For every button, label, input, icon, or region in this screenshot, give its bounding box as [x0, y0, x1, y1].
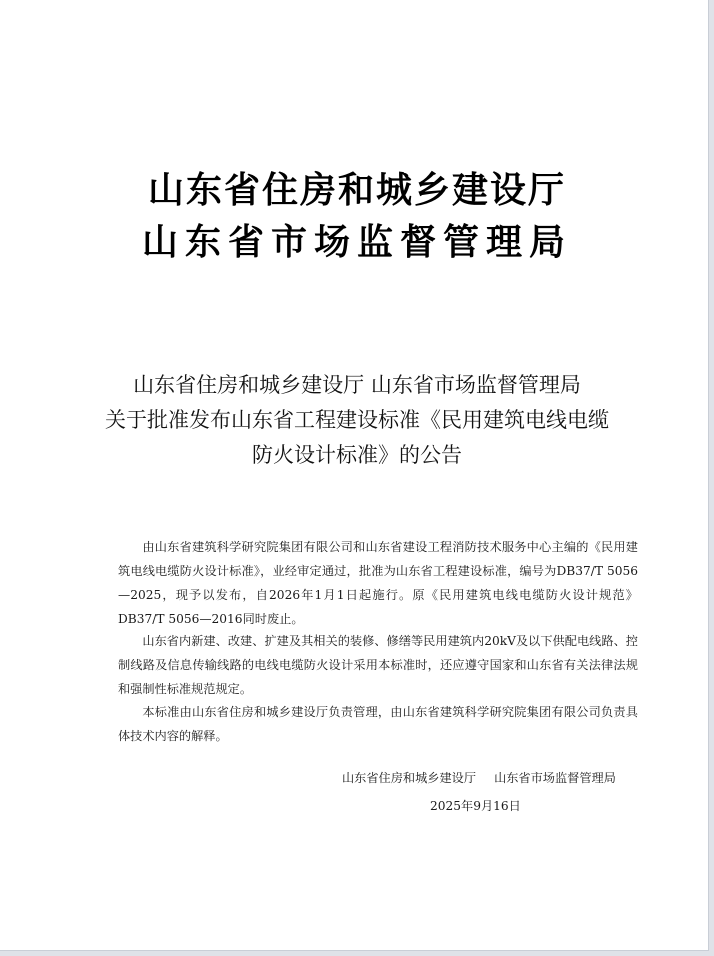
notice-title-line-2: 关于批准发布山东省工程建设标准《民用建筑电线电缆 — [105, 408, 609, 432]
body-paragraph-2-block — [118, 629, 638, 701]
signer-housing-department: 山东省住房和城乡建设厅 — [342, 771, 477, 785]
issuer-header-line-1: 山东省住房和城乡建设厅 — [147, 170, 566, 211]
body-paragraph-3-block — [118, 700, 638, 748]
notice-title-line-1: 山东省住房和城乡建设厅 山东省市场监督管理局 — [133, 373, 581, 397]
issuer-header-line-2: 山东省市场监督管理局 — [141, 222, 572, 263]
body-paragraph-1-block — [118, 535, 638, 631]
signer-market-regulation: 山东省市场监督管理局 — [494, 771, 616, 785]
body-paragraph-2: 山东省内新建、改建、扩建及其相关的装修、修缮等民用建筑内20kV及以下供配电线路、控制线路及信息传输线路的电线电缆防火设计采用本标准时，还应遵守国家和山东省有关法律法规和强制性标准规范规定。 — [118, 634, 638, 696]
notice-title-line-3: 防火设计标准》的公告 — [252, 443, 462, 467]
signature-issuers — [342, 769, 642, 786]
body-paragraph-1: 由山东省建筑科学研究院集团有限公司和山东省建设工程消防技术服务中心主编的《民用建筑电线电缆防火设计标准》，业经审定通过，批准为山东省工程建设标准，编号为DB37/T 5056—2025，现予以发布，自2026年1月1日起施行。原《民用建筑电线电缆防火设计规范》DB37/T 5056—2016同时废止。 — [118, 540, 638, 626]
signature-date: 2025年9月16日 — [430, 799, 521, 813]
body-paragraph-3: 本标准由山东省住房和城乡建设厅负责管理，由山东省建筑科学研究院集团有限公司负责具体技术内容的解释。 — [118, 705, 638, 743]
